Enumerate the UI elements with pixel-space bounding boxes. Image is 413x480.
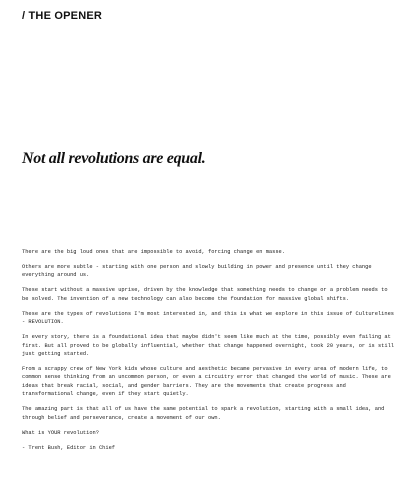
paragraph: In every story, there is a foundational idea that maybe didn't seem like much at the time, possibly even failing at first. But all proved to be globally influential, whether that change happened overnight, took 20 years, or is still just getting started. bbox=[22, 334, 394, 358]
paragraph: What is YOUR revolution? bbox=[22, 429, 99, 436]
paragraph: These start without a massive uprise, driven by the knowledge that something needs to change or a problem needs to be solved. The invention of a new technology can also become the foundation for massive global shifts. bbox=[22, 287, 388, 302]
paragraph: These are the types of revolutions I'm most interested in, and this is what we explore in this issue of Culturelines - REVOLUTION. bbox=[22, 310, 394, 326]
section-header: / THE OPENER bbox=[22, 10, 103, 22]
signature: - Trent Bush, Editor in Chief bbox=[22, 444, 115, 451]
paragraph: Others are more subtle - starting with one person and slowly building in power and presence until they change everything around us. bbox=[22, 264, 372, 279]
headline: Not all revolutions are equal. bbox=[22, 150, 206, 167]
paragraph: There are the big loud ones that are impossible to avoid, forcing change en masse. bbox=[22, 249, 285, 255]
paragraph: The amazing part is that all of us have the same potential to spark a revolution, starting with a small idea, and through belief and perseverance, create a movement of our own. bbox=[22, 406, 385, 421]
article-body bbox=[22, 248, 394, 459]
paragraph: From a scrappy crew of New York kids whose culture and aesthetic became pervasive in every area of modern life, to common sense thinking from an uncommon person, or even a circuitry error that changed the world of music. These are ideas that break racial, social, and gender barriers. They are the movements that create progress and transformational change, even if they start quietly. bbox=[22, 366, 391, 398]
